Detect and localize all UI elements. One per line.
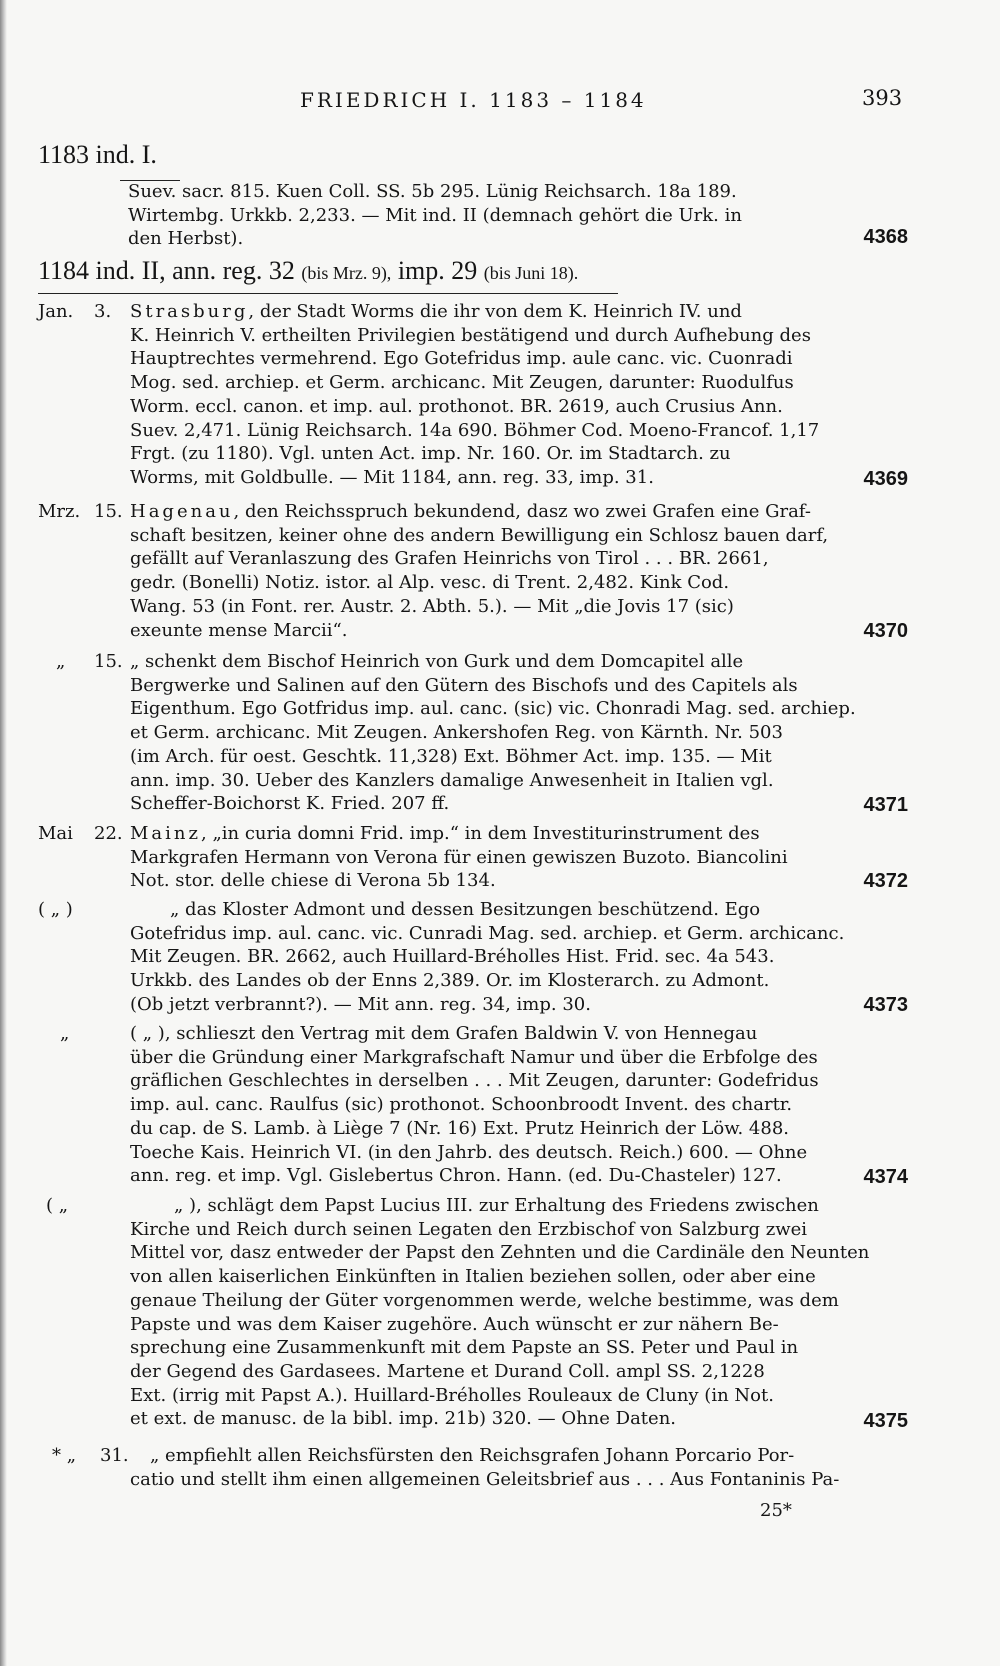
entry-month: Mrz.	[38, 501, 81, 522]
text-line: K. Heinrich V. ertheilten Privilegien bestätigend und durch Aufhebung des	[130, 324, 811, 346]
text-line: ann. imp. 30. Ueber des Kanzlers damalige Anwesenheit in Italien vgl.	[130, 769, 774, 791]
entry-text	[130, 1022, 910, 1188]
entry-day: 22.	[94, 823, 123, 844]
text-line: Urkkb. des Landes ob der Enns 2,389. Or. im Klosterarch. zu Admont.	[130, 970, 770, 992]
text-line: exeunte mense Marcii“.	[130, 619, 348, 641]
entry-number: 4369	[863, 468, 908, 490]
entry-month: „	[60, 1023, 70, 1044]
text-line: Gotefridus imp. aul. canc. vic. Cunradi Mag. sed. archiep. et Germ. archicanc.	[130, 922, 845, 944]
signature-mark: 25*	[760, 1500, 792, 1521]
entry-number: 4370	[863, 620, 908, 642]
indiction-note: (bis Mrz. 9),	[301, 263, 392, 283]
text-line: der Gegend des Gardasees. Martene et Durand Coll. ampl SS. 2,1228	[130, 1360, 765, 1382]
running-title: FRIEDRICH I. 1183 – 1184	[300, 88, 647, 112]
entry-day: 3.	[94, 301, 112, 322]
place-name: Hagenau	[130, 501, 234, 522]
rule-1184	[38, 293, 618, 294]
entry-text	[130, 650, 910, 816]
page-number: 393	[862, 86, 903, 110]
text-line: „ empfiehlt allen Reichsfürsten den Reichsgrafen Johann Porcario Por-	[150, 1445, 795, 1466]
text-line: Wang. 53 (in Font. rer. Austr. 2. Abth. 5.). — Mit „die Jovis 17 (sic)	[130, 595, 734, 617]
text-line: du cap. de S. Lamb. à Liège 7 (Nr. 16) Ext. Prutz Heinrich der Löw. 488.	[130, 1117, 789, 1139]
text-line: Markgrafen Hermann von Verona für einen gewiszen Buzoto. Biancolini	[130, 846, 788, 868]
entry-month: „	[56, 651, 66, 672]
text-line: gefällt auf Veranlaszung des Grafen Heinrichs von Tirol . . . BR. 2661,	[130, 548, 769, 570]
entry-text	[130, 1444, 910, 1491]
text-line: „ ), schlägt dem Papst Lucius III. zur Erhaltung des Friedens zwischen	[174, 1195, 819, 1216]
entry-day: 31.	[100, 1445, 129, 1466]
text-line: Suev. sacr. 815. Kuen Coll. SS. 5b 295. Lünig Reichsarch. 18a 189.	[128, 181, 737, 202]
entry-number: 4371	[863, 794, 908, 816]
text-line: Mit Zeugen. BR. 2662, auch Huillard-Bréholles Hist. Frid. sec. 4a 543.	[130, 946, 775, 968]
entry-month: * „	[52, 1445, 77, 1466]
text-line: ann. reg. et imp. Vgl. Gislebertus Chron. Hann. (ed. Du-Chasteler) 127.	[130, 1165, 782, 1187]
text-line: Worm. eccl. canon. et imp. aul. prothonot. BR. 2619, auch Crusius Ann.	[130, 395, 783, 417]
entry-day: 15.	[94, 651, 123, 672]
text-line: Scheffer-Boichorst K. Fried. 207 ff.	[130, 793, 450, 815]
place-name: Mainz	[130, 823, 201, 844]
text-line: Ext. (irrig mit Papst A.). Huillard-Bréholles Rouleaux de Cluny (in Not.	[130, 1384, 774, 1406]
text-line: et ext. de manusc. de la bibl. imp. 21b) 320. — Ohne Daten.	[130, 1408, 677, 1430]
text-line: Bergwerke und Salinen auf den Gütern des Bischofs und des Capitels als	[130, 674, 798, 696]
text-line: ( „ ), schlieszt den Vertrag mit dem Grafen Baldwin V. von Hennegau	[130, 1023, 758, 1044]
text-line: schaft besitzen, keiner ohne des andern Bewilligung ein Schlosz bauen darf,	[130, 524, 829, 546]
entry-text	[130, 300, 910, 490]
text-line: gedr. (Bonelli) Notiz. istor. al Alp. vesc. di Trent. 2,482. Kink Cod.	[130, 572, 730, 594]
text-line: (Ob jetzt verbrannt?). — Mit ann. reg. 34, imp. 30.	[130, 993, 591, 1015]
text-line: genaue Theilung der Güter vorgenommen werde, welche bestimme, was dem	[130, 1289, 839, 1311]
preceding-entry-text	[128, 180, 898, 251]
indiction-note: (bis Juni 18).	[483, 263, 579, 283]
text-line: Eigenthum. Ego Gotfridus imp. aul. canc. (sic) vic. Chonradi Mag. sed. archiep.	[130, 698, 856, 720]
entry-text	[130, 822, 910, 893]
entry-number: 4372	[863, 870, 908, 892]
entry-text	[130, 500, 910, 642]
entry-number: 4368	[863, 226, 908, 248]
text-line: Mog. sed. archiep. et Germ. archicanc. Mit Zeugen, darunter: Ruodulfus	[130, 372, 794, 394]
text-line: „ schenkt dem Bischof Heinrich von Gurk und dem Domcapitel alle	[130, 651, 744, 672]
text-line: gräflichen Geschlechtes in derselben . . . Mit Zeugen, darunter: Godefridus	[130, 1070, 819, 1092]
text-line: von allen kaiserlichen Einkünften in Italien beziehen sollen, oder aber eine	[130, 1266, 816, 1288]
text-line: den Herbst).	[128, 228, 244, 250]
text-line: Mittel vor, dasz entweder der Papst den Zehnten und die Cardinäle den Neunten	[130, 1242, 870, 1264]
text-line: Suev. 2,471. Lünig Reichsarch. 14a 690. Böhmer Cod. Moeno-Francof. 1,17	[130, 419, 820, 441]
text-line: Hagenau, den Reichsspruch bekundend, dasz wo zwei Grafen eine Graf-	[130, 501, 811, 522]
text-line: Mainz, „in curia domni Frid. imp.“ in dem Investiturinstrument des	[130, 823, 760, 844]
entry-number: 4374	[863, 1166, 908, 1188]
entry-month: Jan.	[38, 301, 74, 322]
text-line: Hauptrechtes vermehrend. Ego Gotefridus imp. aule canc. vic. Cuonradi	[130, 348, 793, 370]
entry-month: Mai	[38, 823, 73, 844]
text-line: Strasburg, der Stadt Worms die ihr von dem K. Heinrich IV. und	[130, 301, 742, 322]
text-line: Wirtembg. Urkkb. 2,233. — Mit ind. II (demnach gehört die Urk. in	[128, 204, 742, 226]
entry-text	[130, 898, 910, 1017]
entry-month: ( „ )	[38, 899, 73, 920]
text-line: Toeche Kais. Heinrich VI. (in den Jahrb. des deutsch. Reich.) 600. — Ohne	[130, 1141, 808, 1163]
text-line: Kirche und Reich durch seinen Legaten den Erzbischof von Salzburg zwei	[130, 1218, 808, 1240]
text-line: über die Gründung einer Markgrafschaft Namur und über die Erbfolge des	[130, 1046, 818, 1068]
indiction-main: 1184 ind. II, ann. reg. 32	[38, 256, 295, 285]
entry-number: 4373	[863, 994, 908, 1016]
text-line: (im Arch. für oest. Geschtk. 11,328) Ext. Böhmer Act. imp. 135. — Mit	[130, 745, 772, 767]
text-line: Frgt. (zu 1180). Vgl. unten Act. imp. Nr. 160. Or. im Stadtarch. zu	[130, 443, 731, 465]
text-line: „ das Kloster Admont und dessen Besitzungen beschützend. Ego	[170, 899, 761, 920]
indiction-imp: imp. 29	[397, 256, 478, 285]
text-line: Not. stor. delle chiese di Verona 5b 134.	[130, 870, 496, 892]
entry-day: 15.	[94, 501, 123, 522]
entry-number: 4375	[863, 1410, 908, 1432]
text-line: catio und stellt ihm einen allgemeinen Geleitsbrief aus . . . Aus Fontaninis Pa-	[130, 1468, 840, 1490]
entry-text	[130, 1194, 910, 1431]
text-line: Papste und was dem Kaiser zugehöre. Auch wünscht er zur nähern Be-	[130, 1313, 779, 1335]
text-line: Worms, mit Goldbulle. — Mit 1184, ann. reg. 33, imp. 31.	[130, 466, 654, 488]
text-line: et Germ. archicanc. Mit Zeugen. Ankershofen Reg. von Kärnth. Nr. 503	[130, 722, 783, 744]
place-name: Strasburg	[130, 301, 249, 322]
page-edge-shadow	[0, 0, 7, 1666]
indiction-heading-1184	[38, 256, 578, 286]
indiction-heading-1183: 1183 ind. I.	[38, 140, 157, 169]
text-line: imp. aul. canc. Raulfus (sic) prothonot. Schoonbroodt Invent. des chartr.	[130, 1094, 793, 1116]
text-line: sprechung eine Zusammenkunft mit dem Papste an SS. Peter und Paul in	[130, 1337, 799, 1359]
entry-month: ( „	[46, 1195, 69, 1216]
